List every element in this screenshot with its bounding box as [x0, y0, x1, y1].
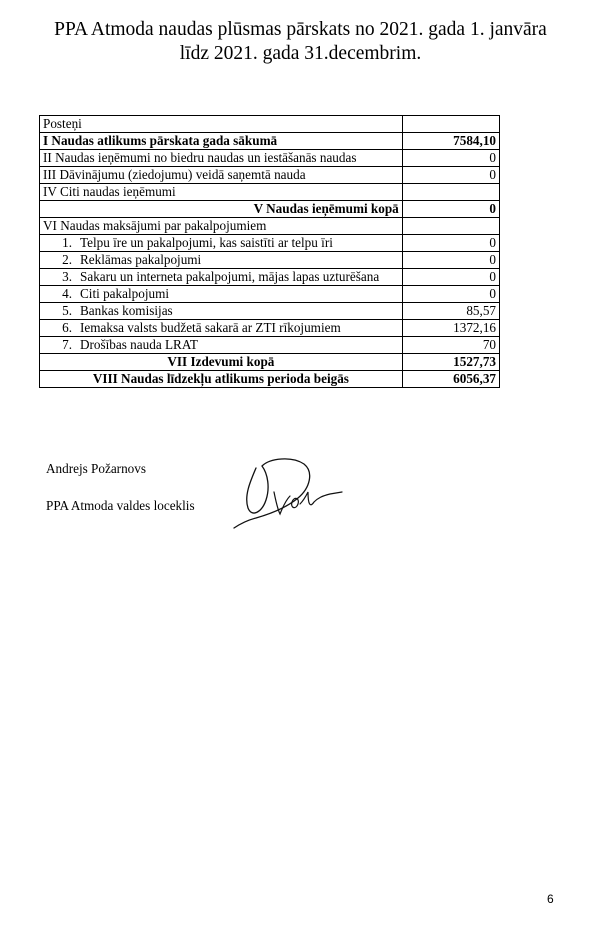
table-row-income-total: [40, 201, 500, 218]
table-row-expenses-total: [40, 354, 500, 371]
title-line-1: PPA Atmoda naudas plūsmas pārskats no 2021. gada 1. janvāra: [54, 19, 547, 40]
table-row-item: [40, 269, 500, 286]
document-title: [20, 18, 581, 66]
item-number: 6.: [62, 320, 72, 335]
row-label: [40, 286, 403, 303]
item-number: 4.: [62, 286, 72, 301]
signatory-name: Andrejs Požarnovs: [46, 461, 146, 476]
signatory-role: PPA Atmoda valdes loceklis: [46, 498, 195, 513]
cash-flow-table: [39, 115, 500, 388]
item-label: Bankas komisijas: [80, 303, 173, 318]
row-value: 0: [402, 235, 499, 252]
table-row-item: [40, 252, 500, 269]
table-row-item: [40, 286, 500, 303]
row-value: 0: [402, 201, 499, 218]
row-value: 0: [402, 286, 499, 303]
row-value: 0: [402, 269, 499, 286]
table-row-service-payments: [40, 218, 500, 235]
table-row-item: [40, 303, 500, 320]
row-value: [402, 218, 499, 235]
row-label: [40, 337, 403, 354]
row-label: Posteņi: [40, 116, 403, 133]
row-label: [40, 252, 403, 269]
item-number: 1.: [62, 235, 72, 250]
page-number: 6: [547, 892, 554, 906]
row-value: 0: [402, 150, 499, 167]
table-row-closing-balance: [40, 371, 500, 388]
table-row-header: [40, 116, 500, 133]
row-label: IV Citi naudas ieņēmumi: [40, 184, 403, 201]
row-label: III Dāvinājumu (ziedojumu) veidā saņemtā nauda: [40, 167, 403, 184]
title-line-2: līdz 2021. gada 31.decembrim.: [179, 43, 422, 64]
row-label: VIII Naudas līdzekļu atlikums perioda beigās: [40, 371, 403, 388]
item-number: 3.: [62, 269, 72, 284]
item-label: Telpu īre un pakalpojumi, kas saistīti ar telpu īri: [80, 235, 333, 250]
row-value: [402, 184, 499, 201]
row-label: VI Naudas maksājumi par pakalpojumiem: [40, 218, 403, 235]
table-row-member-fees: [40, 150, 500, 167]
row-value: 6056,37: [402, 371, 499, 388]
table-row-opening-balance: [40, 133, 500, 150]
row-label: [40, 269, 403, 286]
row-label: [40, 303, 403, 320]
item-number: 5.: [62, 303, 72, 318]
row-value: 0: [402, 167, 499, 184]
row-value: 0: [402, 252, 499, 269]
row-label: II Naudas ieņēmumi no biedru naudas un iestāšanās naudas: [40, 150, 403, 167]
row-value: 1527,73: [402, 354, 499, 371]
row-value: 1372,16: [402, 320, 499, 337]
row-value: 7584,10: [402, 133, 499, 150]
table-row-donations: [40, 167, 500, 184]
row-label: [40, 320, 403, 337]
item-label: Iemaksa valsts budžetā sakarā ar ZTI rīkojumiem: [80, 320, 341, 335]
item-number: 7.: [62, 337, 72, 352]
item-label: Drošības nauda LRAT: [80, 337, 198, 352]
row-label: V Naudas ieņēmumi kopā: [40, 201, 403, 218]
item-number: 2.: [62, 252, 72, 267]
row-value: [402, 116, 499, 133]
table-row-item: [40, 320, 500, 337]
row-value: 70: [402, 337, 499, 354]
item-label: Reklāmas pakalpojumi: [80, 252, 202, 267]
handwritten-signature: [230, 452, 345, 530]
row-label: [40, 235, 403, 252]
table-row-item: [40, 337, 500, 354]
table-row-other-income: [40, 184, 500, 201]
item-label: Sakaru un interneta pakalpojumi, mājas lapas uzturēšana: [80, 269, 380, 284]
row-label: I Naudas atlikums pārskata gada sākumā: [40, 133, 403, 150]
item-label: Citi pakalpojumi: [80, 286, 170, 301]
row-label: VII Izdevumi kopā: [40, 354, 403, 371]
table-row-item: [40, 235, 500, 252]
row-value: 85,57: [402, 303, 499, 320]
